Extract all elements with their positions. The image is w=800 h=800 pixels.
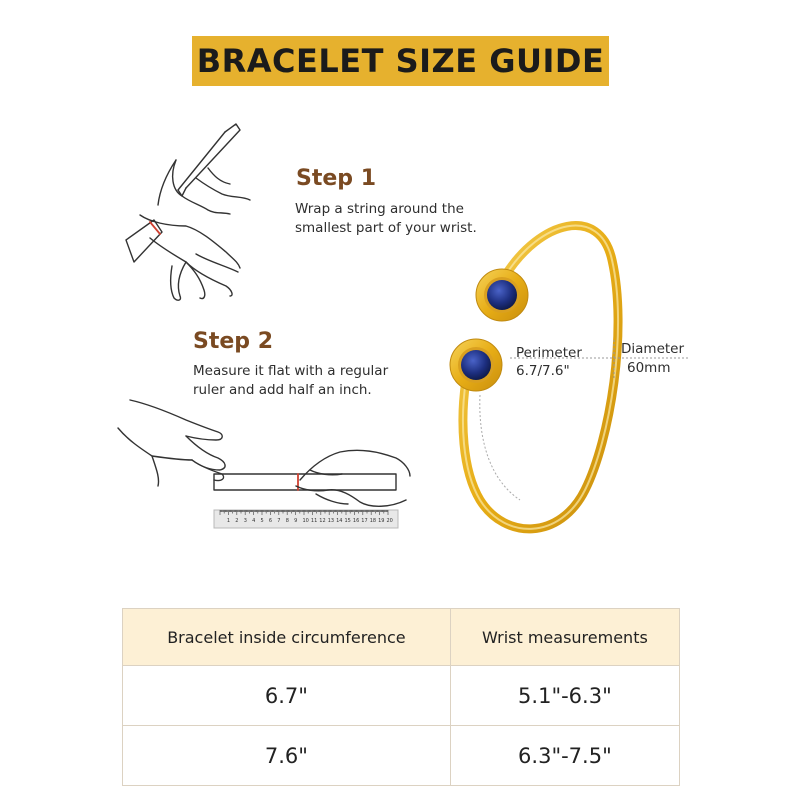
diameter-label: Diameter bbox=[621, 341, 685, 357]
ruler-number: 11 bbox=[310, 518, 318, 524]
table-row bbox=[123, 666, 680, 726]
ruler-number: 15 bbox=[344, 518, 351, 524]
ruler-number: 13 bbox=[327, 518, 335, 524]
row2-wrist: 6.3"-7.5" bbox=[450, 726, 679, 786]
ruler-number: 18 bbox=[369, 518, 377, 524]
ruler-number: 20 bbox=[386, 518, 393, 524]
ruler-measure-illustration bbox=[118, 400, 410, 506]
bracelet-illustration bbox=[450, 226, 690, 529]
ruler-number: 10 bbox=[302, 518, 309, 524]
page-title: BRACELET SIZE GUIDE bbox=[196, 42, 605, 80]
step1-line-2: smallest part of your wrist. bbox=[295, 220, 477, 236]
step1-text bbox=[295, 200, 525, 238]
ruler-number: 7 bbox=[277, 518, 281, 524]
row2-circumference: 7.6" bbox=[123, 726, 451, 786]
step2-line-1: Measure it flat with a regular bbox=[193, 363, 389, 379]
ruler-number: 8 bbox=[285, 518, 289, 524]
header-wrist: Wrist measurements bbox=[450, 609, 679, 666]
ruler-number: 2 bbox=[235, 518, 239, 524]
step2-line-2: ruler and add half an inch. bbox=[193, 382, 372, 398]
ruler-number: 17 bbox=[361, 518, 368, 524]
perimeter-value: 6.7/7.6" bbox=[516, 363, 570, 379]
size-table bbox=[122, 608, 680, 786]
row1-wrist: 5.1"-6.3" bbox=[450, 666, 679, 726]
step2-title: Step 2 bbox=[193, 329, 273, 354]
ruler-number: 19 bbox=[378, 518, 385, 524]
ruler bbox=[214, 510, 398, 528]
header-circumference: Bracelet inside circumference bbox=[123, 609, 451, 666]
ruler-number: 1 bbox=[226, 518, 231, 524]
table-row bbox=[123, 726, 680, 786]
ruler-number: 5 bbox=[260, 518, 264, 524]
perimeter-label: Perimeter bbox=[516, 345, 582, 361]
ruler-number: 14 bbox=[336, 518, 343, 524]
table-header-row bbox=[123, 609, 680, 666]
ruler-number: 3 bbox=[243, 518, 247, 524]
ruler-number: 12 bbox=[319, 518, 326, 524]
row1-circumference: 6.7" bbox=[123, 666, 451, 726]
diameter-value: 60mm bbox=[627, 360, 671, 376]
step1-line-1: Wrap a string around the bbox=[295, 201, 464, 217]
wrist-string-illustration bbox=[126, 124, 250, 300]
ruler-number: 16 bbox=[352, 518, 360, 524]
step2-text bbox=[193, 362, 423, 400]
step1-title: Step 1 bbox=[296, 166, 376, 191]
ruler-number: 6 bbox=[268, 518, 273, 524]
ruler-number: 4 bbox=[252, 518, 256, 524]
ruler-number: 9 bbox=[294, 518, 298, 524]
